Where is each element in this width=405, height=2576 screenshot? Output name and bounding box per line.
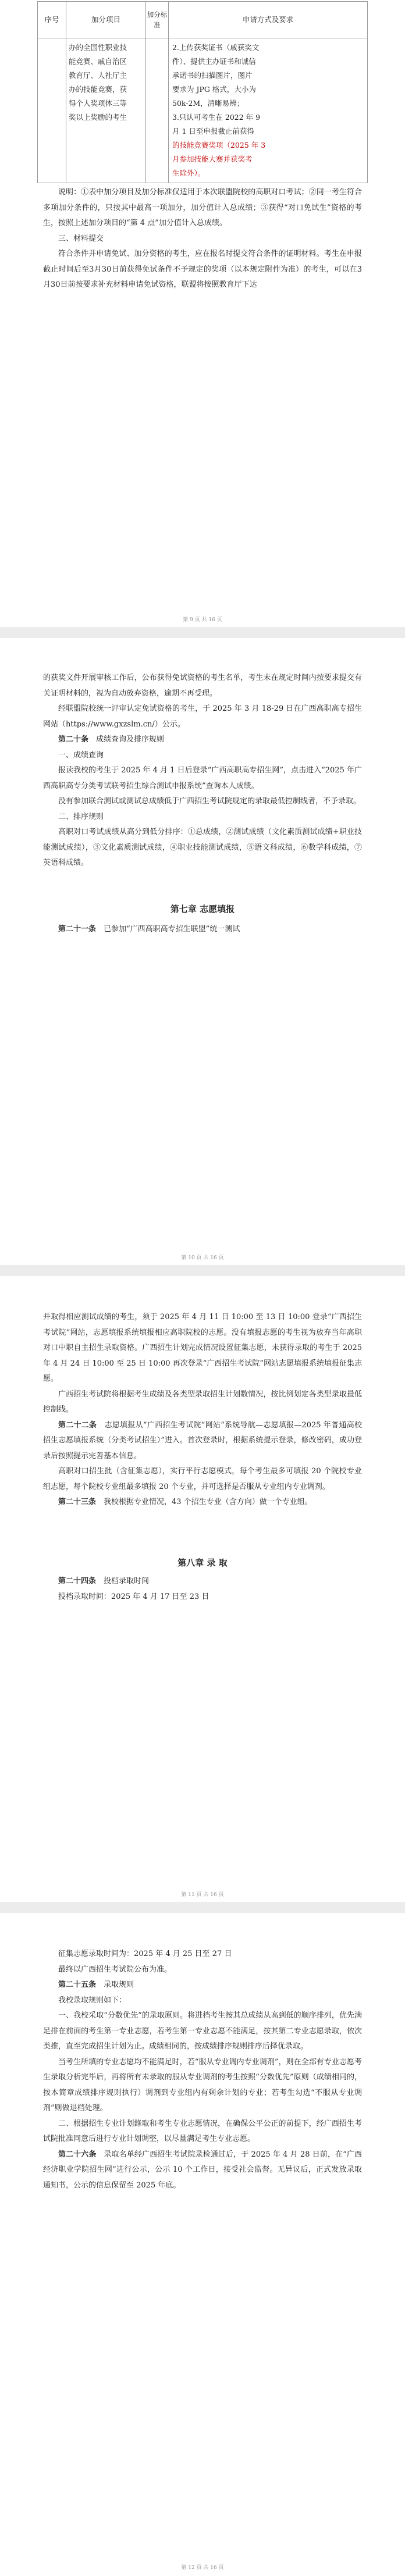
chapter-heading: 第八章 录 取 (177, 1558, 228, 1568)
paragraph: 高职对口招生批（含征集志愿），实行平行志愿模式，每个考生最多可填报 20 个院校专业组志愿，每个院校专业组最多填报 20 个专业，并可选择是否服从专业组内专业调剂。 (43, 1467, 362, 1491)
section-heading: 一、成绩查询 (58, 750, 104, 760)
paragraph: 广西招生考试院将根据考生成绩及各类型录取招生计划数情况，按比例划定各类型录取最低控制线。 (43, 1389, 362, 1414)
material-paragraph: 符合条件并申请免试、加分资格的考生，应在报名时提交符合条件的证明材料。考生在申报截止时间后至3月30日前获得免试条件不予规定的奖项（以本规定附件为准）的考生，可以在3月30日前按要求补充材料申请免试资格，联盟将按照教育厅下达 (43, 250, 362, 289)
paragraph: 征集志愿录取时间为：2025 年 4 月 25 日至 27 日 (58, 1950, 232, 1958)
req-line: 生除外）。 (172, 169, 205, 177)
req-line: 月参加技能大赛并获奖考 (172, 155, 253, 163)
item-line: 能竞赛、戚自治区 (69, 57, 127, 66)
paragraph: 报读我校的考生于 2025 年 4 月 1 日后登录“广西高职高专招生网”，点击进入“2025 年广西高职高专分类考试联考招生综合测试申报系统”查询本人成绩。 (43, 766, 362, 790)
section-heading: 三、材料提交 (58, 234, 104, 243)
row-std-cell (146, 38, 169, 183)
item-line: 办的全国性职业技 (69, 43, 127, 52)
article-26: 第二十六条 录取名单经广西招生考试院录检通过后，于 2025 年 4 月 28 日前，在“广西经济职业学院招生网”进行公示，公示 10 个工作日，接受社会监督。无异议后，正式发放录取通知书，公示的信息保留至 2025 年底。 (43, 2150, 362, 2190)
section-heading: 二、排序规则 (58, 812, 104, 821)
row-req-cell (169, 38, 368, 183)
table-header-row (38, 2, 368, 38)
article-24: 第二十四条 投档录取时间 (58, 1577, 150, 1585)
req-line: 的技能竞赛奖项（2025 年 3 (172, 141, 266, 149)
result-paragraph: 经联盟院校统一评审认定免试资格的考生，于 2025 年 3 月 18-29 日在广西高职高专招生网站（https://www.gxzslm.cn/）公示。 (43, 704, 362, 729)
page2-text (43, 671, 362, 871)
article-25: 第二十五条 录取规则 (58, 1980, 134, 1989)
item-line: 教育厅、人社厅主 (69, 71, 127, 80)
req-line: 月 1 日至申报截止前获得 (172, 127, 254, 136)
req-line: 承诺书的扫描图片，图片 (172, 71, 253, 80)
table-row (38, 38, 368, 183)
document-page-1 (0, 0, 405, 627)
chapter-heading: 第七章 志愿填报 (170, 904, 235, 914)
page3-text (43, 1310, 362, 1510)
paragraph: 最终以广西招生考试院公布为准。 (58, 1965, 172, 1974)
paragraph: 当考生所填的专业志愿均不能满足时，若“服从专业调内专业调剂”，则在全部有专业志愿考生录取分析完毕后，再将所有未录取的服从专业调剂的考生按照“分数优先”原则（成绩相同的，按本简章成绩排序规则执行）调剂到专业组内有剩余计划的专业；若考生勾选“不服从专业调剂”则做退档处理。 (43, 2057, 362, 2112)
paragraph: 高职对口考试成绩从高分到低分排序：①总成绩，②测试成绩（文化素质测试成绩+职业技能测试成绩），③文化素质测试成绩，④职业技能测试成绩，⑤语文科成绩，⑥数学科成绩，⑦英语科成绩。 (43, 828, 362, 867)
item-line: 办的技能竞赛，获 (69, 85, 127, 94)
article-23: 第二十三条 我校根据专业情况，43 个招生专业（含方向）做一个专业组。 (58, 1498, 312, 1506)
req-line: 50k-2M，清晰易辨； (172, 99, 244, 108)
continued-paragraph: 的获奖文件开展审核工作后，公布获得免试资格的考生名单，考生未在规定时间内按要求提交有关证明材料的，视为自动放弃资格，逾期不再受理。 (43, 674, 362, 698)
req-line: 3.只认可考生在 2022 年 9 (172, 113, 261, 122)
page2-text-2 (43, 922, 362, 938)
item-line: 奖以上奖励的考生 (69, 113, 127, 122)
document-page-4 (0, 1913, 405, 2576)
paragraph: 没有参加联合测试或测试总成绩低于广西招生考试院规定的录取最低控制线者，不予录取。 (58, 797, 361, 806)
header-req: 申请方式及要求 (169, 2, 368, 38)
page-footer: 第 9 页 共 16 页 (183, 617, 222, 623)
article-20: 第二十条 成绩查询及排序规则 (58, 735, 165, 744)
bonus-items-table (37, 1, 368, 183)
article-21: 第二十一条 已参加“广西高职高专招生联盟”统一测试 (58, 925, 240, 934)
row-no-cell (38, 38, 66, 183)
page-footer: 第 10 页 共 16 页 (181, 1255, 224, 1261)
paragraph: 并取得相应测试成绩的考生，须于 2025 年 4 月 11 日 10:00 至 13 日 10:00 登录“广西招生考试院”网站，志愿填报系统填报相应高职院校的志愿。没有填报志愿的考生视为放弃当年高职对口中职自主招生录取资格。广西招生计划完成情况设置征集志愿，未获得录取的考生于 2025 年 4 月 24 日 10:00 至 25 日 10:00 再次登录“广西招生考试院”网站志愿填报系统填报征集志愿。 (43, 1313, 362, 1383)
paragraph: 一、我校采取“分数优先”的录取原则。将进档考生按其总成绩从高到低的顺序排列，优先满足排在前面的考生第一专业志愿，若考生第一专业志愿不能满足，按其第二专业志愿录取，依次类推，直至完成招生计划为止。成绩相同的，按成绩排序规则排序后择优录取。 (43, 2011, 362, 2051)
row-item-cell (66, 38, 146, 183)
document-page-2 (0, 638, 405, 1265)
page-footer: 第 12 页 共 16 页 (181, 2565, 224, 2571)
paragraph: 二、根据招生专业计划錄取和考生专业志愿情况，在确保公平公正的前提下，经广西招生考试院批准同意后进行专业计划调整，以尽量满足考生专业志愿。 (43, 2119, 362, 2143)
header-no: 序号 (38, 2, 66, 38)
page1-text (43, 185, 362, 293)
page3-text-2 (43, 1574, 362, 1605)
req-line: 要求为 JPG 格式，大小为 (172, 85, 256, 94)
header-std: 加分标准 (146, 2, 169, 38)
document-page-3 (0, 1276, 405, 1902)
note-paragraph: 说明：①表中加分项目及加分标准仅适用于本次联盟院校的高职对口考试；②同一考生符合多项加分条件的，只按其中最高一项加分，加分值计入总成绩；③获得“对口免试生”资格的考生，按照上述加分项目的“第 4 点”加分值计入总成绩。 (43, 188, 362, 227)
paragraph: 投档录取时间：2025 年 4 月 17 日至 23 日 (58, 1592, 209, 1601)
header-item: 加分项目 (66, 2, 146, 38)
article-22: 第二十二条 志愿填报从“广西招生考试院”网站“系统导航—志愿填报—2025 年普通高校招生志愿填报系统（分类考试招生）”进入。首次登录时，根据系统提示登录，修改密码，成功登录后按照提示完善基本信息。 (43, 1420, 362, 1460)
paragraph: 我校录取规则如下： (58, 1996, 127, 2005)
req-line: 件）、提供主办证书和诚信 (172, 57, 256, 66)
page-footer: 第 11 页 共 16 页 (181, 1892, 224, 1898)
page4-text (43, 1947, 362, 2193)
item-line: 得个人奖项体三等 (69, 99, 127, 108)
req-line: 2.上传获奖证书（戚获奖文 (172, 43, 260, 52)
